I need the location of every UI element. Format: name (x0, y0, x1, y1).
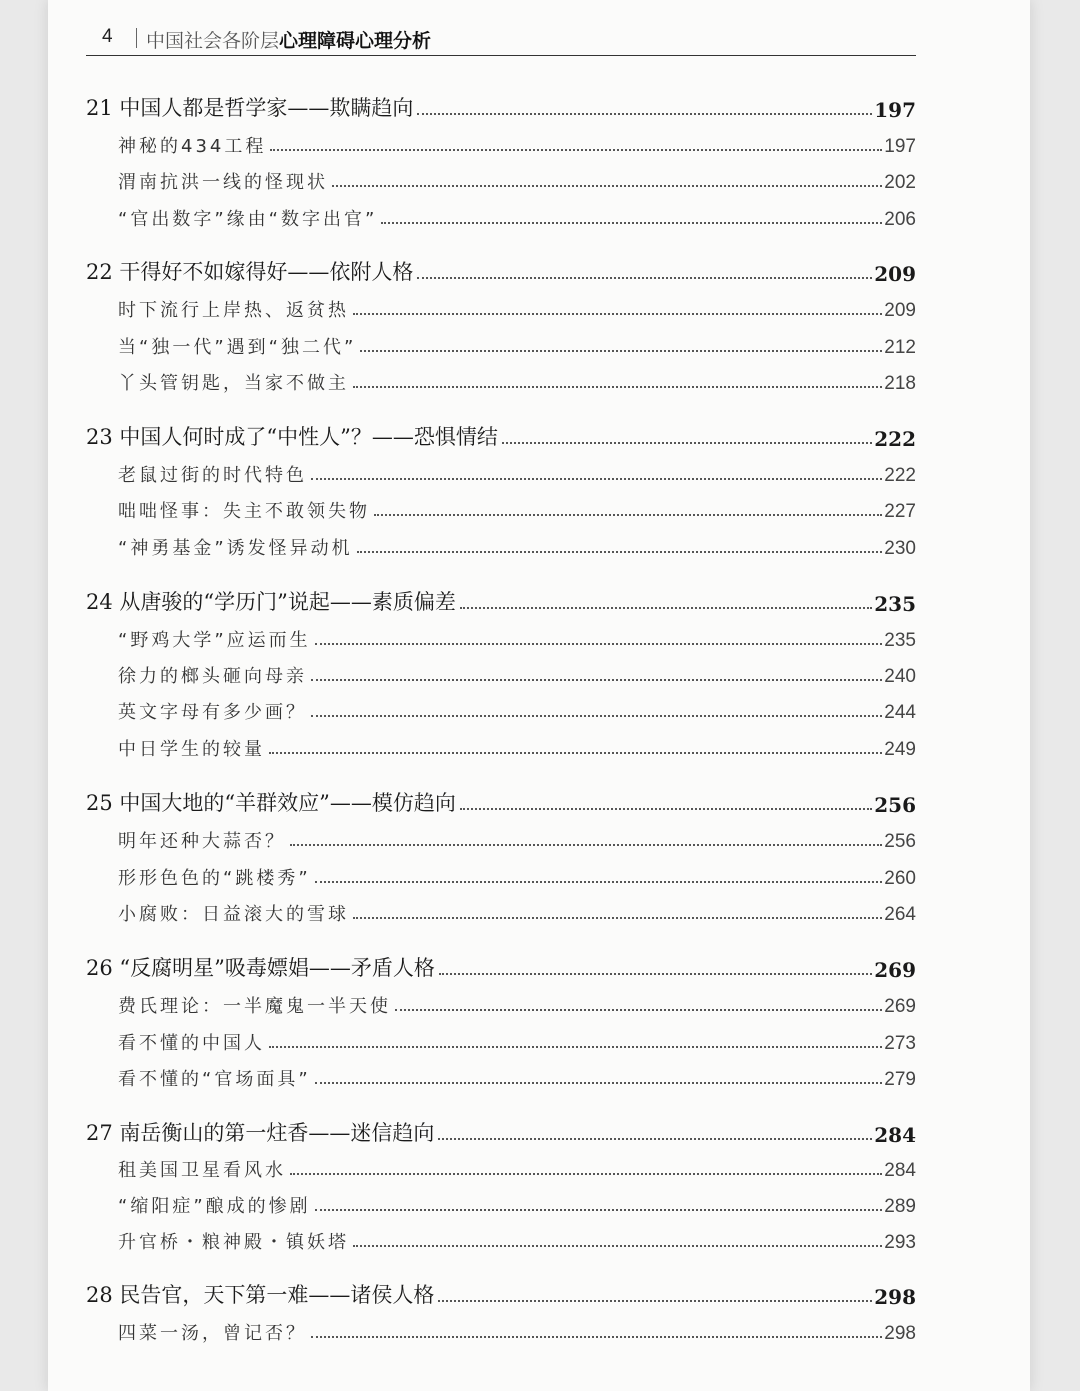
toc-chapter (86, 950, 916, 982)
toc-chapter (86, 785, 916, 817)
toc-page-number: 222 (884, 465, 916, 486)
toc-entry-title: 升官桥・粮神殿・镇妖塔 (118, 1232, 349, 1253)
toc-entry-title: 27 南岳衡山的第一炷香——迷信趋向 (86, 1121, 435, 1145)
toc-page-number: 260 (884, 868, 916, 889)
leader-dots (502, 442, 872, 444)
leader-dots (395, 1009, 882, 1011)
toc-page-number: 269 (874, 958, 916, 982)
toc-entry-title: 费氏理论：一半魔鬼一半天使 (118, 996, 391, 1017)
toc-page-number: 293 (884, 1232, 916, 1253)
leader-dots (311, 478, 882, 480)
leader-dots (315, 1209, 883, 1211)
toc-page-number: 222 (874, 427, 916, 451)
toc-entry-title: 22 干得好不如嫁得好——依附人格 (86, 260, 414, 284)
leader-dots (353, 917, 882, 919)
toc-page-number: 298 (884, 1323, 916, 1344)
toc-page-number: 279 (884, 1069, 916, 1090)
toc-page-number: 273 (884, 1033, 916, 1054)
running-header (86, 22, 916, 56)
leader-dots (439, 973, 872, 975)
leader-dots (270, 149, 882, 151)
leader-dots (311, 679, 882, 681)
toc-page-number: 197 (874, 98, 916, 122)
toc-page-number: 230 (884, 538, 916, 559)
toc-entry-title: 25 中国大地的“羊群效应”——模仿趋向 (86, 791, 456, 815)
toc-entry-title: 26 “反腐明星”吸毒嫖娼——矛盾人格 (86, 956, 435, 980)
toc-section (118, 363, 916, 395)
leader-dots (353, 1245, 882, 1247)
toc-page-number: 284 (874, 1123, 916, 1147)
toc-page-number: 264 (884, 904, 916, 925)
toc-chapter (86, 1277, 916, 1309)
toc-section (118, 894, 916, 926)
toc-page-number: 240 (884, 666, 916, 687)
toc-page-number: 209 (884, 300, 916, 321)
toc-section (118, 455, 916, 487)
leader-dots (438, 1300, 872, 1302)
toc-chapter (86, 1115, 916, 1147)
toc-section (118, 729, 916, 761)
toc-page-number: 209 (874, 262, 916, 286)
toc-page-number: 244 (884, 702, 916, 723)
leader-dots (269, 1046, 882, 1048)
toc-page-number: 284 (884, 1160, 916, 1181)
leader-dots (332, 185, 882, 187)
toc-entry-title: “野鸡大学”应运而生 (118, 630, 311, 651)
leader-dots (360, 350, 882, 352)
toc-page-number: 227 (884, 501, 916, 522)
toc-section (118, 162, 916, 194)
book-title (146, 26, 431, 53)
toc-entry-title: 租美国卫星看风水 (118, 1160, 286, 1181)
toc-entry-title: 明年还种大蒜否？ (118, 831, 286, 852)
toc-section (118, 290, 916, 322)
toc-section (118, 1186, 916, 1218)
leader-dots (290, 1173, 882, 1175)
toc-section (118, 1313, 916, 1345)
toc-entry-title: 老鼠过街的时代特色 (118, 465, 307, 486)
toc-page-number: 202 (884, 172, 916, 193)
toc-page-number: 235 (874, 592, 916, 616)
toc-page-number: 235 (884, 630, 916, 651)
leader-dots (353, 386, 882, 388)
toc-entry-title: 小腐败：日益滚大的雪球 (118, 904, 349, 925)
leader-dots (381, 222, 882, 224)
toc-page-number: 206 (884, 209, 916, 230)
toc-entry-title: “官出数字”缘由“数字出官” (118, 209, 378, 230)
toc-section (118, 327, 916, 359)
toc-page-number: 249 (884, 739, 916, 760)
toc-page-number: 289 (884, 1196, 916, 1217)
toc-section (118, 620, 916, 652)
toc-page-number: 197 (884, 136, 916, 157)
leader-dots (417, 113, 872, 115)
toc-page-number: 256 (884, 831, 916, 852)
leader-dots (460, 607, 872, 609)
toc-section (118, 821, 916, 853)
toc-entry-title: 徐力的榔头砸向母亲 (118, 666, 307, 687)
toc-entry-title: 英文字母有多少画？ (118, 702, 307, 723)
leader-dots (311, 715, 882, 717)
toc-entry-title: 形形色色的“跳楼秀” (118, 868, 311, 889)
leader-dots (438, 1138, 872, 1140)
leader-dots (460, 808, 872, 810)
toc-entry-title: 四菜一汤，曾记否？ (118, 1323, 307, 1344)
toc-page-number: 212 (884, 337, 916, 358)
leader-dots (269, 752, 882, 754)
leader-dots (315, 1082, 883, 1084)
book-title-light: 中国社会各阶层 (146, 30, 280, 52)
header-divider (136, 28, 137, 48)
toc-section (118, 1059, 916, 1091)
toc-entry-title: 中日学生的较量 (118, 739, 265, 760)
toc-section (118, 1222, 916, 1254)
toc-section (118, 1023, 916, 1055)
toc-section (118, 491, 916, 523)
toc-chapter (86, 254, 916, 286)
leader-dots (290, 844, 882, 846)
toc-entry-title: 28 民告官，天下第一难——诸侯人格 (86, 1283, 435, 1307)
toc-entry-title: 21 中国人都是哲学家——欺瞒趋向 (86, 96, 414, 120)
leader-dots (315, 881, 883, 883)
leader-dots (353, 313, 882, 315)
leader-dots (357, 551, 883, 553)
toc-page-number: 256 (874, 793, 916, 817)
toc-section (118, 692, 916, 724)
toc-chapter (86, 419, 916, 451)
toc-entry-title: “神勇基金”诱发怪异动机 (118, 538, 353, 559)
toc-chapter (86, 90, 916, 122)
toc-entry-title: 24 从唐骏的“学历门”说起——素质偏差 (86, 590, 456, 614)
toc-entry-title: 看不懂的“官场面具” (118, 1069, 311, 1090)
toc-section (118, 986, 916, 1018)
toc-entry-title: 神秘的434工程 (118, 136, 267, 157)
toc-section (118, 199, 916, 231)
toc-entry-title: “缩阳症”酿成的惨剧 (118, 1196, 311, 1217)
toc-page-number: 269 (884, 996, 916, 1017)
leader-dots (311, 1336, 882, 1338)
book-title-bold: 心理障碍心理分析 (279, 30, 432, 52)
toc-entry-title: 当“独一代”遇到“独二代” (118, 337, 357, 358)
leader-dots (315, 643, 883, 645)
toc-section (118, 1150, 916, 1182)
page-number: 4 (102, 26, 113, 47)
toc-entry-title: 丫头管钥匙，当家不做主 (118, 373, 349, 394)
leader-dots (374, 514, 882, 516)
toc-page-number: 218 (884, 373, 916, 394)
toc-page-number: 298 (874, 1285, 916, 1309)
toc-section (118, 126, 916, 158)
toc-entry-title: 渭南抗洪一线的怪现状 (118, 172, 328, 193)
toc-entry-title: 咄咄怪事：失主不敢领失物 (118, 501, 370, 522)
leader-dots (417, 277, 872, 279)
toc-section (118, 858, 916, 890)
toc-chapter (86, 584, 916, 616)
toc-entry-title: 时下流行上岸热、返贫热 (118, 300, 349, 321)
toc-entry-title: 看不懂的中国人 (118, 1033, 265, 1054)
toc-section (118, 656, 916, 688)
toc-section (118, 528, 916, 560)
toc-entry-title: 23 中国人何时成了“中性人”？——恐惧情结 (86, 425, 498, 449)
